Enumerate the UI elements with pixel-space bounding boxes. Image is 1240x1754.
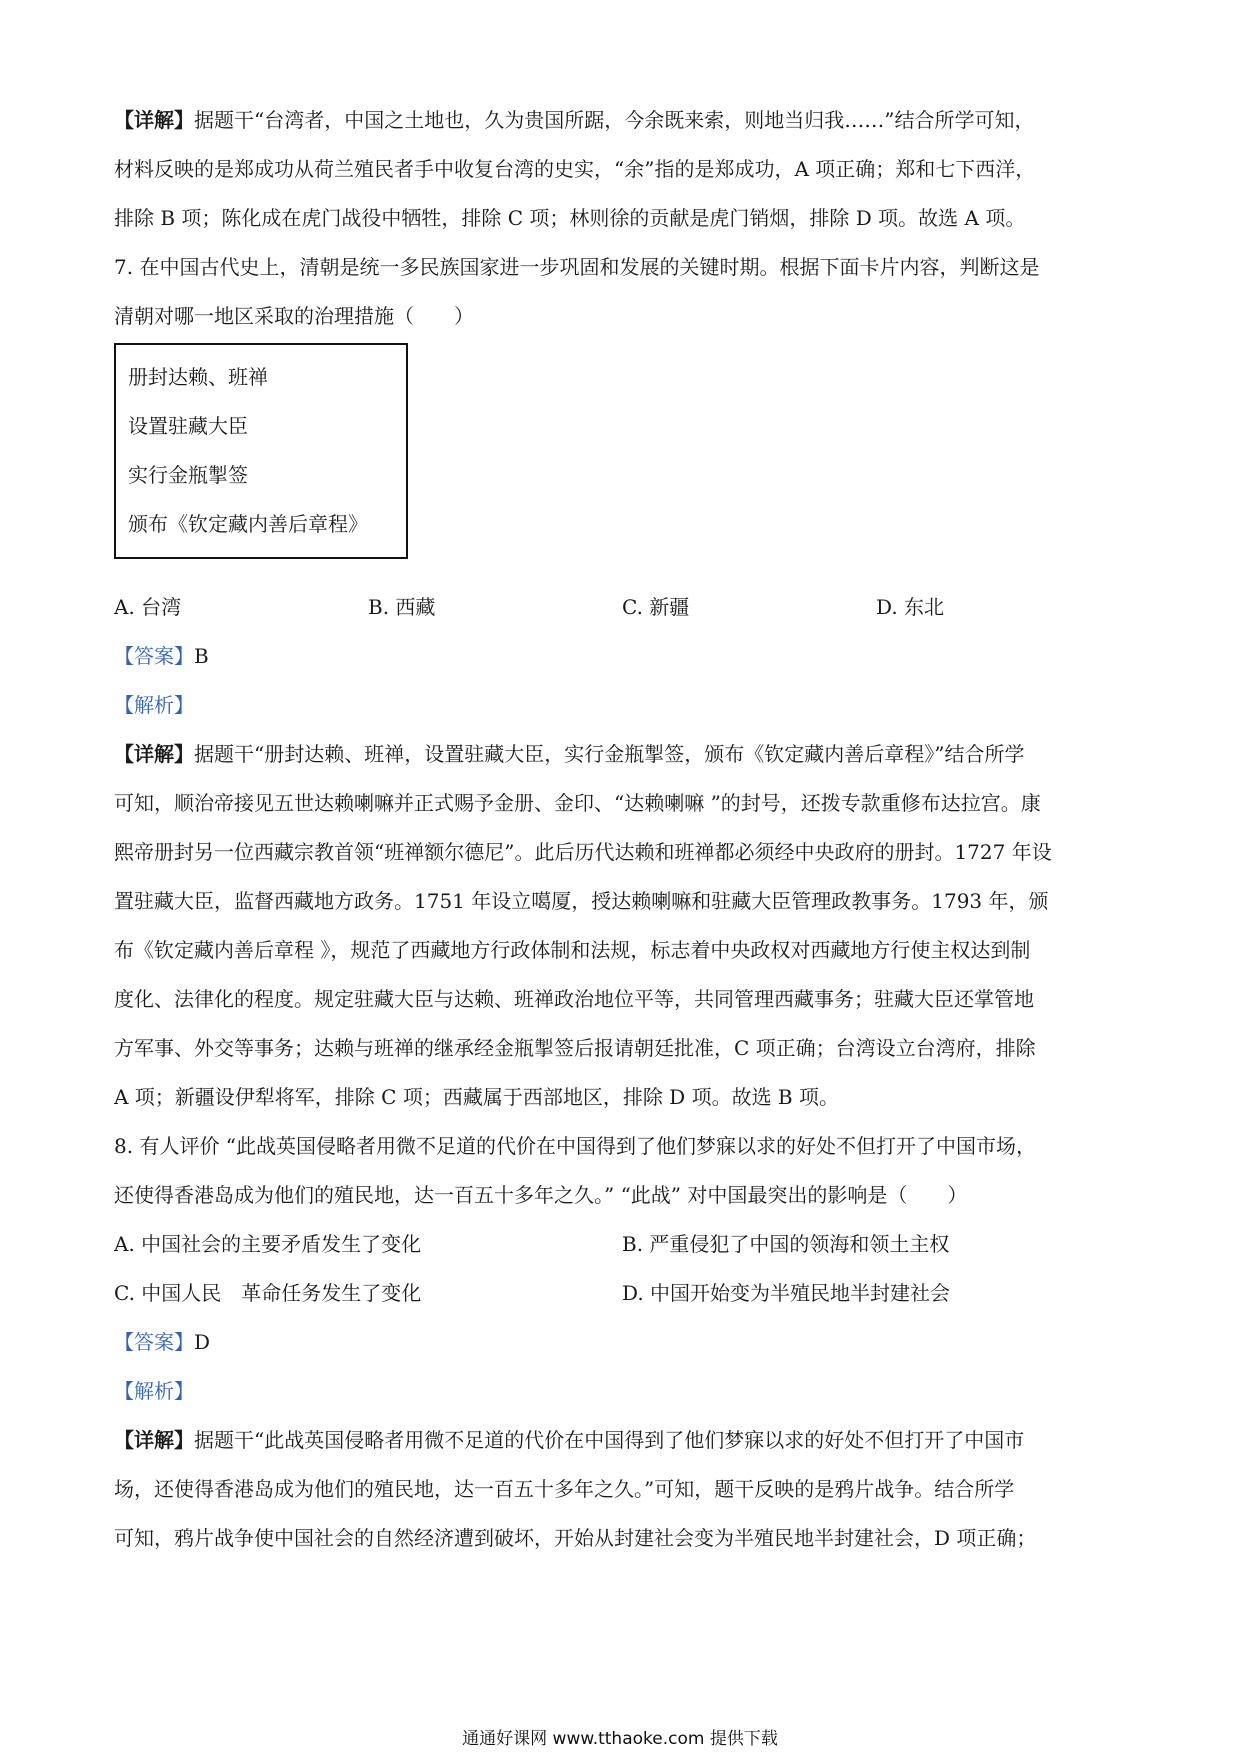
q7-detail-line-8: A 项；新疆设伊犁将军，排除 C 项；西藏属于西部地区，排除 D 项。故选 B 项。 [114,1085,839,1109]
q8-answer [114,1318,1130,1367]
q7-options [114,583,1130,632]
page-footer: 通通好课网 www.tthaoke.com 提供下载 [462,1729,778,1749]
q7-option-c: C. 新疆 [622,595,690,619]
analysis-label: 【解析】 [114,1379,194,1403]
q7-card-item: 册封达赖、班禅 [128,365,268,389]
q7-detail-line-7: 方军事、外交等事务；达赖与班禅的继承经金瓶掣签后报请朝廷批准，C 项正确；台湾设立台湾府，排除 [114,1036,1036,1060]
q7-detail-line-2: 可知，顺治帝接见五世达赖喇嘛并正式赐予金册、金印、“达赖喇嘛 ”的封号，还拨专款重修布达拉宫。康 [114,791,1041,815]
q7-detail-line-4: 置驻藏大臣，监督西藏地方政务。1751 年设立噶厦，授达赖喇嘛和驻藏大臣管理政教事务。1793 年，颁 [114,889,1049,913]
q8-answer-value: D [194,1330,211,1354]
q7-answer [114,632,1130,681]
detail-label: 【详解】 [114,742,194,766]
q7-detail-line-5: 布《钦定藏内善后章程 》，规范了西藏地方行政体制和法规，标志着中央政权对西藏地方行使主权达到制 [114,938,1031,962]
q8-option-a: A. 中国社会的主要矛盾发生了变化 [114,1232,422,1256]
analysis-label: 【解析】 [114,693,194,717]
q7-stem-line-2: 清朝对哪一地区采取的治理措施（ ） [114,304,474,328]
q8-detail-line-2: 场，还使得香港岛成为他们的殖民地，达一百五十多年之久。”可知，题干反映的是鸦片战争。结合所学 [114,1477,1015,1501]
q7-answer-value: B [194,644,209,668]
q7-info-card [114,343,408,559]
detail-prev-line-1: 【详解】据题干“台湾者，中国之土地也，久为贵国所踞，今余既来索，则地当归我……”结合所学可知， [114,108,1035,132]
q8-analysis [114,1367,1130,1416]
q8-option-d: D. 中国开始变为半殖民地半封建社会 [622,1281,951,1305]
q8-stem-line-2: 还使得香港岛成为他们的殖民地，达一百五十多年之久。” “此战” 对中国最突出的影响是（ ） [114,1183,968,1207]
q7-card-item: 实行金瓶掣签 [128,463,248,487]
q8-detail-line-1: 【详解】据题干“此战英国侵略者用微不足道的代价在中国得到了他们梦寐以求的好处不但打开了中国市 [114,1428,1025,1452]
detail-prev-line-3: 排除 B 项；陈化成在虎门战役中牺牲，排除 C 项；林则徐的贡献是虎门销烟，排除 D 项。故选 A 项。 [114,206,1026,230]
q7-option-b: B. 西藏 [368,595,436,619]
q8-options-row-1 [114,1220,1130,1269]
q8-options-row-2 [114,1269,1130,1318]
document-page [114,96,1130,1563]
q7-card-item: 设置驻藏大臣 [128,414,248,438]
answer-label: 【答案】 [114,1330,194,1354]
q7-detail-line-1: 【详解】据题干“册封达赖、班禅，设置驻藏大臣，实行金瓶掣签，颁布《钦定藏内善后章程》”结合所学 [114,742,1025,766]
q8-option-b: B. 严重侵犯了中国的领海和领土主权 [622,1232,950,1256]
detail-label: 【详解】 [114,1428,194,1452]
detail-label: 【详解】 [114,108,194,132]
q7-option-a: A. 台湾 [114,595,182,619]
answer-label: 【答案】 [114,644,194,668]
q7-detail-line-6: 度化、法律化的程度。规定驻藏大臣与达赖、班禅政治地位平等，共同管理西藏事务；驻藏大臣还掌管地 [114,987,1034,1011]
q8-detail-line-3: 可知，鸦片战争使中国社会的自然经济遭到破坏，开始从封建社会变为半殖民地半封建社会，D 项正确； [114,1526,1037,1550]
q8-option-c: C. 中国人民 革命任务发生了变化 [114,1281,422,1305]
q7-detail-line-3: 熙帝册封另一位西藏宗教首领“班禅额尔德尼”。此后历代达赖和班禅都必须经中央政府的册封。1727 年设 [114,840,1052,864]
q7-analysis [114,681,1130,730]
q7-option-d: D. 东北 [876,595,945,619]
detail-prev-line-2: 材料反映的是郑成功从荷兰殖民者手中收复台湾的史实，“余”指的是郑成功，A 项正确；郑和七下西洋， [114,157,1036,181]
q7-stem-line-1: 7. 在中国古代史上，清朝是统一多民族国家进一步巩固和发展的关键时期。根据下面卡片内容，判断这是 [114,255,1040,279]
q8-stem-line-1: 8. 有人评价 “此战英国侵略者用微不足道的代价在中国得到了他们梦寐以求的好处不但打开了中国市场， [114,1134,1037,1158]
q7-card-item: 颁布《钦定藏内善后章程》 [128,512,368,536]
